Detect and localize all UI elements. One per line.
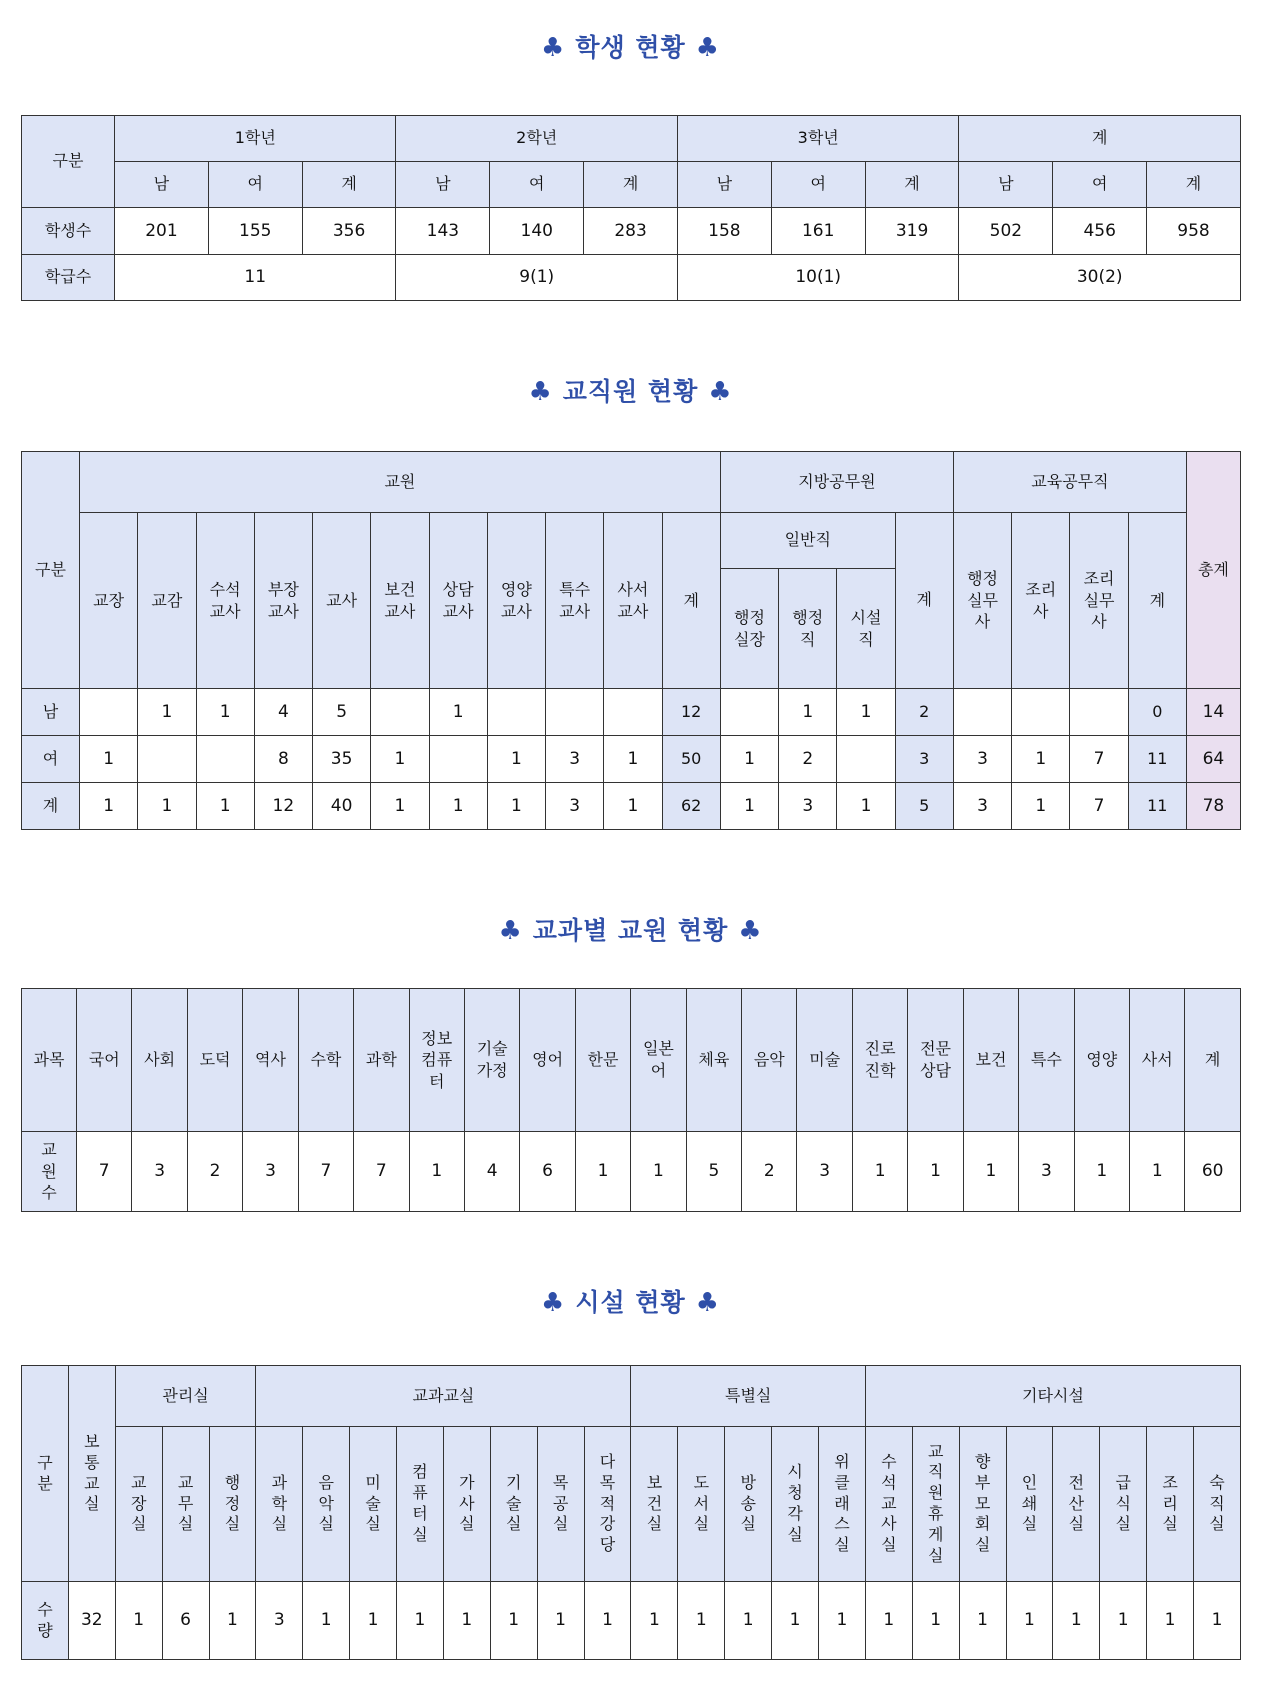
subjects-title-text: 교과별 교원 현황 [532, 916, 729, 945]
students-table [21, 115, 1241, 301]
staff-teacher-col: 상담 교사 [429, 513, 487, 689]
facility-name-cell: 향 부 모 회 실 [959, 1427, 1006, 1582]
staff-count-cell: 50 [662, 736, 720, 783]
facility-qty-cell: 1 [959, 1582, 1006, 1660]
facility-name-cell: 미 술 실 [350, 1427, 397, 1582]
subject-name-cell: 특수 [1019, 989, 1074, 1132]
facility-qty-cell: 1 [537, 1582, 584, 1660]
facility-qty-cell: 1 [490, 1582, 537, 1660]
staff-count-cell: 1 [371, 736, 429, 783]
subject-count-cell: 7 [354, 1132, 409, 1212]
subject-name-cell: 한문 [575, 989, 630, 1132]
subject-name-cell: 사서 [1130, 989, 1185, 1132]
staff-count-cell: 3 [546, 736, 604, 783]
subject-name-cell: 국어 [77, 989, 132, 1132]
subject-name-cell: 체육 [686, 989, 741, 1132]
students-row-label: 학생수 [22, 208, 115, 255]
facility-name-cell: 위 클 래 스 실 [818, 1427, 865, 1582]
grade-3-header: 3학년 [677, 116, 958, 162]
facility-qty-cell: 1 [725, 1582, 772, 1660]
subject-count-cell: 3 [132, 1132, 187, 1212]
club-icon: ♣ [498, 916, 523, 946]
staff-count-cell: 1 [487, 736, 545, 783]
facility-qty-cell: 3 [256, 1582, 303, 1660]
subject-count-cell: 1 [575, 1132, 630, 1212]
staff-gubun: 구분 [22, 452, 80, 689]
staff-count-cell [1070, 689, 1128, 736]
staff-count-cell [196, 736, 254, 783]
club-icon: ♣ [738, 916, 763, 946]
staff-count-cell: 64 [1186, 736, 1240, 783]
facility-name-cell: 시 청 각 실 [772, 1427, 819, 1582]
staff-teacher-col: 영양 교사 [487, 513, 545, 689]
subject-count-cell: 1 [852, 1132, 907, 1212]
students-title [0, 28, 1261, 64]
staff-teacher-col: 사서 교사 [604, 513, 662, 689]
facility-name-cell: 급 식 실 [1100, 1427, 1147, 1582]
facility-name-cell: 음 악 실 [303, 1427, 350, 1582]
staff-teacher-col: 보건 교사 [371, 513, 429, 689]
facility-name-cell: 교 무 실 [162, 1427, 209, 1582]
students-count-cell: 502 [959, 208, 1053, 255]
facility-qty-cell: 1 [1194, 1582, 1241, 1660]
students-sub-header: 여 [490, 162, 584, 208]
staff-count-cell: 1 [837, 689, 895, 736]
subject-label: 과목 [22, 989, 77, 1132]
staff-teachers-group: 교원 [80, 452, 721, 513]
staff-local-col: 시설 직 [837, 569, 895, 689]
students-count-cell: 356 [302, 208, 396, 255]
facilities-title [0, 1283, 1261, 1319]
staff-count-cell [837, 736, 895, 783]
students-count-cell: 155 [208, 208, 302, 255]
staff-count-cell [138, 736, 196, 783]
staff-teacher-col: 수석 교사 [196, 513, 254, 689]
facility-qty-cell: 1 [443, 1582, 490, 1660]
facility-name-cell: 교 장 실 [115, 1427, 162, 1582]
subject-count-cell: 1 [1074, 1132, 1129, 1212]
staff-count-cell: 1 [429, 689, 487, 736]
subject-count-cell: 1 [409, 1132, 464, 1212]
subject-count-cell: 3 [797, 1132, 852, 1212]
staff-count-cell: 1 [1012, 736, 1070, 783]
facility-qty-cell: 1 [350, 1582, 397, 1660]
subject-name-cell: 과학 [354, 989, 409, 1132]
subject-name-cell: 정보 컴퓨 터 [409, 989, 464, 1132]
facility-name-cell: 기 술 실 [490, 1427, 537, 1582]
staff-edu-group: 교육공무직 [953, 452, 1186, 513]
subject-name-cell: 진로 진학 [852, 989, 907, 1132]
staff-teacher-col: 특수 교사 [546, 513, 604, 689]
staff-teacher-col: 교사 [313, 513, 371, 689]
subject-count-cell: 2 [742, 1132, 797, 1212]
students-count-cell: 140 [490, 208, 584, 255]
staff-count-cell: 1 [80, 736, 138, 783]
students-count-cell: 143 [396, 208, 490, 255]
staff-count-cell: 3 [953, 736, 1011, 783]
subject-count-cell: 6 [520, 1132, 575, 1212]
staff-count-cell [1012, 689, 1070, 736]
staff-count-cell: 5 [313, 689, 371, 736]
classes-grade-3: 10(1) [677, 255, 958, 301]
facility-qty-cell: 1 [1006, 1582, 1053, 1660]
staff-count-cell: 1 [196, 783, 254, 830]
staff-row-label: 남 [22, 689, 80, 736]
staff-local-group: 지방공무원 [720, 452, 953, 513]
facility-qty-cell: 1 [1147, 1582, 1194, 1660]
staff-count-cell [80, 689, 138, 736]
staff-count-cell: 14 [1186, 689, 1240, 736]
subject-name-cell: 기술 가정 [464, 989, 519, 1132]
subjects-title [0, 911, 1261, 947]
subject-count-cell: 7 [77, 1132, 132, 1212]
staff-count-cell: 5 [895, 783, 953, 830]
staff-count-cell: 3 [779, 783, 837, 830]
facility-name-cell: 도 서 실 [678, 1427, 725, 1582]
staff-local-col: 행정 직 [779, 569, 837, 689]
staff-count-cell: 1 [196, 689, 254, 736]
subject-count-cell: 4 [464, 1132, 519, 1212]
staff-local-col: 행정 실장 [720, 569, 778, 689]
staff-count-cell [604, 689, 662, 736]
facility-name-cell: 컴 퓨 터 실 [397, 1427, 444, 1582]
facility-group-admin: 관리실 [115, 1366, 256, 1427]
subject-count-cell: 1 [631, 1132, 686, 1212]
staff-count-cell: 3 [953, 783, 1011, 830]
facility-qty-cell: 1 [397, 1582, 444, 1660]
facility-name-cell: 교 직 원 휴 게 실 [912, 1427, 959, 1582]
facility-group-subject: 교과교실 [256, 1366, 631, 1427]
staff-count-cell: 1 [720, 736, 778, 783]
staff-count-cell: 40 [313, 783, 371, 830]
staff-teacher-col: 교장 [80, 513, 138, 689]
subject-name-cell: 일본 어 [631, 989, 686, 1132]
subject-name-cell: 영양 [1074, 989, 1129, 1132]
staff-count-cell: 1 [138, 783, 196, 830]
facility-name-cell: 과 학 실 [256, 1427, 303, 1582]
grade-1-header: 1학년 [115, 116, 396, 162]
students-sub-header: 계 [865, 162, 959, 208]
classes-total: 30(2) [959, 255, 1241, 301]
subject-name-cell: 전문 상담 [908, 989, 963, 1132]
facility-name-cell: 보 건 실 [631, 1427, 678, 1582]
staff-count-cell: 1 [138, 689, 196, 736]
facility-name-cell: 인 쇄 실 [1006, 1427, 1053, 1582]
staff-count-cell: 1 [1012, 783, 1070, 830]
staff-count-cell: 1 [429, 783, 487, 830]
club-icon: ♣ [528, 377, 553, 407]
students-count-cell: 158 [677, 208, 771, 255]
facility-qty-cell: 1 [1053, 1582, 1100, 1660]
subject-count-cell: 1 [963, 1132, 1018, 1212]
staff-count-cell [371, 689, 429, 736]
subject-count-cell: 5 [686, 1132, 741, 1212]
club-icon: ♣ [695, 33, 720, 63]
staff-count-cell: 1 [779, 689, 837, 736]
facility-name-cell: 다 목 적 강 당 [584, 1427, 631, 1582]
students-title-text: 학생 현황 [575, 33, 686, 62]
subject-name-cell: 영어 [520, 989, 575, 1132]
staff-teacher-col: 계 [662, 513, 720, 689]
staff-count-cell: 78 [1186, 783, 1240, 830]
students-sub-header: 여 [1053, 162, 1147, 208]
students-count-cell: 201 [115, 208, 209, 255]
club-icon: ♣ [541, 1288, 566, 1318]
classes-row-label: 학급수 [22, 255, 115, 301]
subject-name-cell: 수학 [298, 989, 353, 1132]
staff-count-cell: 1 [80, 783, 138, 830]
facility-name-cell: 행 정 실 [209, 1427, 256, 1582]
classes-grade-1: 11 [115, 255, 396, 301]
staff-count-cell: 8 [254, 736, 312, 783]
students-sub-header: 여 [771, 162, 865, 208]
staff-table [21, 451, 1241, 830]
facilities-gubun: 구 분 [22, 1366, 69, 1582]
teacher-count-label: 교 원 수 [22, 1132, 77, 1212]
staff-count-cell: 1 [837, 783, 895, 830]
staff-teacher-col: 부장 교사 [254, 513, 312, 689]
staff-count-cell: 1 [604, 783, 662, 830]
subject-name-cell: 도덕 [187, 989, 242, 1132]
staff-edu-col: 행정 실무 사 [953, 513, 1011, 689]
facilities-title-text: 시설 현황 [575, 1288, 686, 1317]
subject-name-cell: 계 [1185, 989, 1240, 1132]
staff-count-cell: 3 [895, 736, 953, 783]
facility-qty-cell: 1 [631, 1582, 678, 1660]
facility-name-cell: 전 산 실 [1053, 1427, 1100, 1582]
grade-2-header: 2학년 [396, 116, 677, 162]
facility-qty-cell: 1 [865, 1582, 912, 1660]
staff-count-cell: 2 [895, 689, 953, 736]
students-count-cell: 161 [771, 208, 865, 255]
staff-count-cell: 1 [487, 783, 545, 830]
facility-qty-cell: 1 [209, 1582, 256, 1660]
facility-name-cell: 숙 직 실 [1194, 1427, 1241, 1582]
subject-name-cell: 사회 [132, 989, 187, 1132]
staff-general-header: 일반직 [720, 513, 895, 569]
subject-count-cell: 2 [187, 1132, 242, 1212]
staff-count-cell: 2 [779, 736, 837, 783]
students-count-cell: 319 [865, 208, 959, 255]
staff-count-cell: 11 [1128, 783, 1186, 830]
facility-name-cell: 조 리 실 [1147, 1427, 1194, 1582]
facility-qty-cell: 1 [818, 1582, 865, 1660]
subject-count-cell: 3 [1019, 1132, 1074, 1212]
subjects-table [21, 988, 1241, 1212]
staff-count-cell: 3 [546, 783, 604, 830]
facilities-normal-classroom: 보 통 교 실 [68, 1366, 115, 1582]
staff-edu-col: 조리 실무 사 [1070, 513, 1128, 689]
students-sub-header: 남 [677, 162, 771, 208]
staff-count-cell [546, 689, 604, 736]
subject-name-cell: 음악 [742, 989, 797, 1132]
staff-count-cell [429, 736, 487, 783]
staff-count-cell: 62 [662, 783, 720, 830]
facility-qty-cell: 1 [912, 1582, 959, 1660]
facility-name-cell: 수 석 교 사 실 [865, 1427, 912, 1582]
facility-group-special: 특별실 [631, 1366, 865, 1427]
staff-count-cell: 7 [1070, 736, 1128, 783]
facility-qty-cell: 1 [678, 1582, 725, 1660]
facility-qty-cell: 1 [1100, 1582, 1147, 1660]
club-icon: ♣ [695, 1288, 720, 1318]
staff-count-cell: 11 [1128, 736, 1186, 783]
students-sub-header: 계 [1147, 162, 1241, 208]
staff-edu-col: 계 [1128, 513, 1186, 689]
staff-count-cell: 35 [313, 736, 371, 783]
subject-count-cell: 1 [908, 1132, 963, 1212]
students-count-cell: 456 [1053, 208, 1147, 255]
facility-normal-qty: 32 [68, 1582, 115, 1660]
facility-qty-label: 수 량 [22, 1582, 69, 1660]
facility-qty-cell: 1 [303, 1582, 350, 1660]
subject-count-cell: 1 [1130, 1132, 1185, 1212]
facility-qty-cell: 1 [772, 1582, 819, 1660]
subject-count-cell: 3 [243, 1132, 298, 1212]
staff-count-cell [720, 689, 778, 736]
club-icon: ♣ [708, 377, 733, 407]
facility-qty-cell: 1 [115, 1582, 162, 1660]
staff-title-text: 교직원 현황 [562, 377, 699, 406]
facility-group-other: 기타시설 [865, 1366, 1240, 1427]
facility-qty-cell: 6 [162, 1582, 209, 1660]
staff-row-label: 계 [22, 783, 80, 830]
students-count-cell: 958 [1147, 208, 1241, 255]
classes-grade-2: 9(1) [396, 255, 677, 301]
staff-count-cell: 0 [1128, 689, 1186, 736]
staff-count-cell: 12 [254, 783, 312, 830]
students-sub-header: 여 [208, 162, 302, 208]
subject-count-cell: 60 [1185, 1132, 1240, 1212]
staff-count-cell: 12 [662, 689, 720, 736]
students-sub-header: 남 [115, 162, 209, 208]
students-count-cell: 283 [584, 208, 678, 255]
facilities-table [21, 1365, 1241, 1660]
facility-name-cell: 목 공 실 [537, 1427, 584, 1582]
staff-row-label: 여 [22, 736, 80, 783]
students-sub-header: 계 [302, 162, 396, 208]
subject-name-cell: 보건 [963, 989, 1018, 1132]
staff-total-header: 총계 [1186, 452, 1240, 689]
subject-name-cell: 미술 [797, 989, 852, 1132]
staff-title [0, 372, 1261, 408]
facility-qty-cell: 1 [584, 1582, 631, 1660]
students-sub-header: 계 [584, 162, 678, 208]
staff-edu-col: 조리 사 [1012, 513, 1070, 689]
students-sub-header: 남 [396, 162, 490, 208]
grade-total-header: 계 [959, 116, 1241, 162]
staff-local-total-col: 계 [895, 513, 953, 689]
subject-name-cell: 역사 [243, 989, 298, 1132]
club-icon: ♣ [541, 33, 566, 63]
subject-count-cell: 7 [298, 1132, 353, 1212]
facility-name-cell: 가 사 실 [443, 1427, 490, 1582]
staff-teacher-col: 교감 [138, 513, 196, 689]
staff-count-cell: 1 [720, 783, 778, 830]
staff-count-cell [953, 689, 1011, 736]
students-gubun: 구분 [22, 116, 115, 208]
facility-name-cell: 방 송 실 [725, 1427, 772, 1582]
staff-count-cell: 1 [604, 736, 662, 783]
staff-count-cell: 7 [1070, 783, 1128, 830]
students-sub-header: 남 [959, 162, 1053, 208]
staff-count-cell: 1 [371, 783, 429, 830]
staff-count-cell [487, 689, 545, 736]
staff-count-cell: 4 [254, 689, 312, 736]
